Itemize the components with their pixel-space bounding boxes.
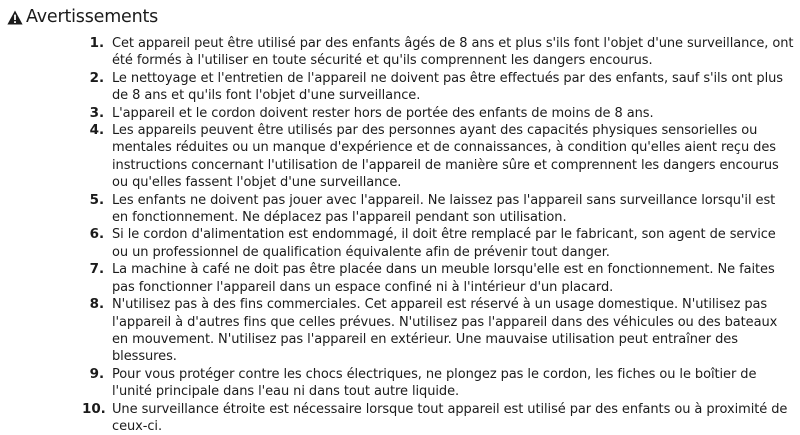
item-text: Cet appareil peut être utilisé par des enfants âgés de 8 ans et plus s'ils font l'objet d'une surveillance, ont été formés à l'utiliser en toute sécurité et qu'ils comprennent les dangers encourus. [112,36,794,69]
item-number: 8. [89,296,104,313]
item-text: Les enfants ne doivent pas jouer avec l'appareil. Ne laissez pas l'appareil sans surveillance lorsqu'il est en fonctionnement. Ne déplacez pas l'appareil pendant son utilisation. [112,192,776,226]
item-text: Le nettoyage et l'entretien de l'appareil ne doivent pas être effectués par des enfants, sauf s'ils ont plus de 8 ans et qu'ils font l'objet d'une surveillance. [112,70,783,104]
item-number: 9. [89,365,104,382]
section-title: Avertissements [26,7,159,27]
warnings-list [0,35,800,435]
item-text: N'utilisez pas à des fins commerciales. Cet appareil est réservé à un usage domestique. N'utilisez pas l'appareil à d'autres fins que celles prévues. N'utilisez pas l'appareil dans des véhicules ou des bateaux en mouvement. N'utilisez pas l'appareil en extérieur. Une mauvaise utilisation peut entraîner des blessures. [112,297,778,365]
item-text: Les appareils peuvent être utilisés par des personnes ayant des capacités physiques sensorielles ou mentales réduites ou un manque d'expérience et de connaissances, à condition qu'elles aient reçu des instructions concernant l'utilisation de l'appareil de manière sûre et comprennent les dangers encourus ou qu'elles fassent l'objet d'une surveillance. [112,123,779,191]
item-number: 2. [89,69,104,86]
item-text: Si le cordon d'alimentation est endommagé, il doit être remplacé par le fabricant, son agent de service ou un professionnel de qualification équivalente afin de prévenir tout danger. [112,227,776,260]
list-item [0,261,800,296]
list-item [0,35,800,70]
list-item [0,122,800,192]
item-text: La machine à café ne doit pas être placée dans un meuble lorsqu'elle est en fonctionnement. Ne faites pas fonctionner l'appareil dans un espace confiné ni à l'intérieur d'un placard. [112,262,775,295]
list-item [0,401,800,435]
item-text: Une surveillance étroite est nécessaire lorsque tout appareil est utilisé par des enfants ou à proximité de ceux-ci. [112,401,788,434]
item-text: Pour vous protéger contre les chocs électriques, ne plongez pas le cordon, les fiches ou le boîtier de l'unité principale dans l'eau ni dans tout autre liquide. [112,366,757,400]
list-item [0,226,800,261]
item-number: 7. [89,261,104,278]
item-text: L'appareil et le cordon doivent rester hors de portée des enfants de moins de 8 ans. [112,105,654,121]
list-item [0,70,800,105]
item-number: 10. [82,400,106,417]
item-number: 3. [89,104,104,121]
section-heading [7,5,158,29]
list-item [0,192,800,227]
list-item [0,296,800,366]
item-number: 4. [89,122,104,139]
warning-triangle-icon [7,10,23,25]
item-number: 5. [89,191,104,208]
list-item [0,105,800,122]
item-number: 1. [89,35,104,51]
item-number: 6. [89,226,104,243]
list-item [0,366,800,401]
